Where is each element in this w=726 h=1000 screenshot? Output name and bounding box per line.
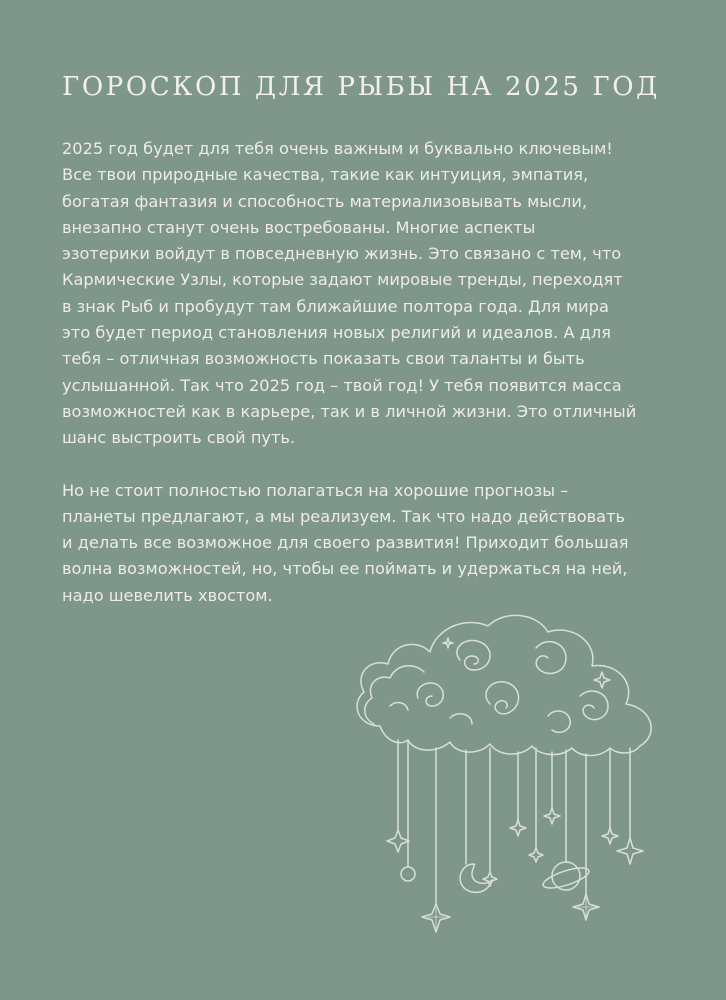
text-line: Кармические Узлы, которые задают мировые тренды, переходят bbox=[62, 270, 623, 290]
text-line: надо шевелить хвостом. bbox=[62, 585, 273, 605]
page-title: ГОРОСКОП ДЛЯ РЫБЫ НА 2025 ГОД bbox=[62, 72, 660, 102]
text-line: услышанной. Так что 2025 год – твой год! У тебя появится масса bbox=[62, 375, 622, 395]
text-line: эзотерики войдут в повседневную жизнь. Это связано с тем, что bbox=[62, 244, 622, 264]
text-line: возможностей как в карьере, так и в личной жизни. Это отличный bbox=[62, 401, 637, 421]
text-line: это будет период становления новых религий и идеалов. А для bbox=[62, 323, 611, 343]
cloud-outline bbox=[357, 615, 651, 755]
text-line: 2025 год будет для тебя очень важным и буквально ключевым! bbox=[62, 139, 613, 158]
paragraph-1 bbox=[62, 136, 672, 452]
text-line: Но не стоит полностью полагаться на хорошие прогнозы – bbox=[62, 480, 569, 500]
text-line: внезапно станут очень востребованы. Многие аспекты bbox=[62, 217, 536, 237]
text-line: богатая фантазия и способность материализовывать мысли, bbox=[62, 191, 588, 211]
text-line: и делать все возможное для своего развития! Приходит большая bbox=[62, 533, 629, 553]
text-line: тебя – отличная возможность показать свои таланты и быть bbox=[62, 349, 585, 369]
text-line: в знак Рыб и пробудут там ближайшие полтора года. Для мира bbox=[62, 296, 609, 316]
text-line: Все твои природные качества, такие как интуиция, эмпатия, bbox=[62, 165, 589, 185]
paragraph-2 bbox=[62, 478, 672, 609]
hanging-strings bbox=[398, 740, 630, 904]
text-line: волна возможностей, но, чтобы ее поймать и удержаться на ней, bbox=[62, 559, 628, 579]
text-line: планеты предлагают, а мы реализуем. Так что надо действовать bbox=[62, 506, 626, 526]
cloud-with-hanging-stars-moon-planet-icon bbox=[340, 608, 680, 938]
body-text bbox=[62, 136, 672, 609]
text-line: шанс выстроить свой путь. bbox=[62, 428, 296, 448]
